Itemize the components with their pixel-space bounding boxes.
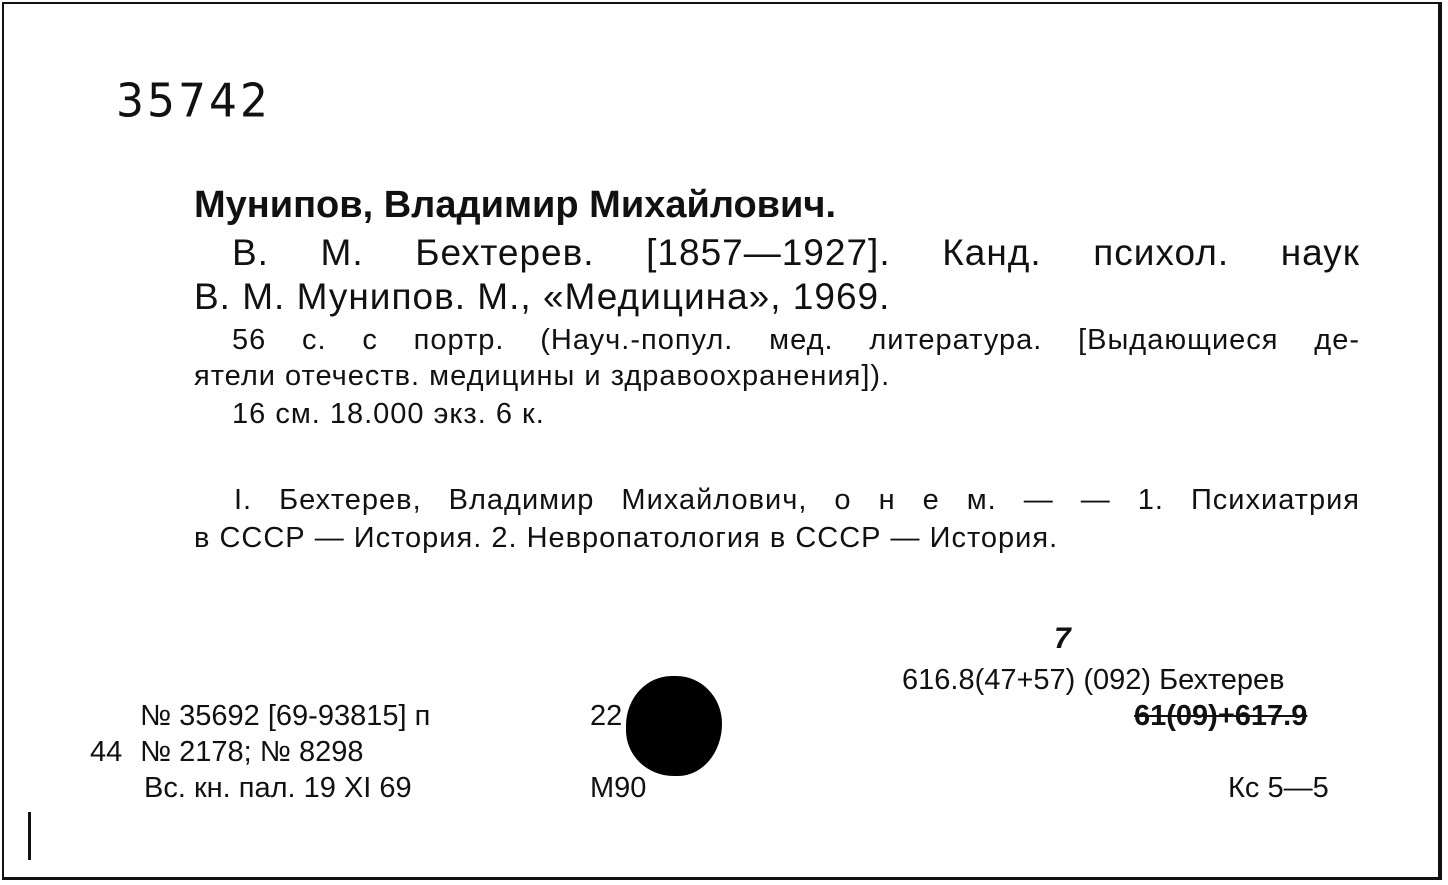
footer-right-line-3: Кс 5—5	[1228, 772, 1329, 804]
desc-line-1: 56 с. с портр. (Науч.-попул. мед. литература. [Выдающиеся де-	[232, 324, 1360, 356]
title-line-1: В. М. Бехтерев. [1857—1927]. Канд. психол. наук	[232, 232, 1360, 273]
subject-line-1: I. Бехтерев, Владимир Михайлович, о н е м. — — 1. Психиатрия	[234, 484, 1360, 516]
catalog-card	[2, 2, 1442, 880]
footer-left-line-2: № 2178; № 8298	[140, 736, 364, 768]
footer-left-line-1: № 35692 [69-93815] п	[140, 700, 431, 732]
footer-mid-line-1: 22	[590, 700, 623, 732]
handwritten-number: 35742	[116, 74, 271, 129]
handwritten-mark: 7	[1054, 622, 1071, 655]
footer-mid-line-3: М90	[590, 772, 647, 804]
desc-line-2: ятели отечеств. медицины и здравоохранения]).	[194, 360, 891, 392]
footer-left-line-3: Вс. кн. пал. 19 XI 69	[144, 772, 412, 804]
desc-line-3: 16 см. 18.000 экз. 6 к.	[232, 398, 545, 430]
author-heading: Мунипов, Владимир Михайлович.	[194, 184, 837, 226]
title-line-2: В. М. Мунипов. М., «Медицина», 1969.	[194, 276, 891, 317]
subject-line-2: в СССР — История. 2. Невропатология в СССР — История.	[194, 522, 1059, 554]
margin-mark	[28, 812, 31, 860]
ink-blot	[626, 676, 722, 776]
classification-code: 616.8(47+57) (092) Бехтерев	[902, 664, 1285, 696]
crossed-out-code: 61(09)+617.9	[1134, 700, 1308, 732]
footer-left-prefix: 44	[90, 736, 123, 768]
